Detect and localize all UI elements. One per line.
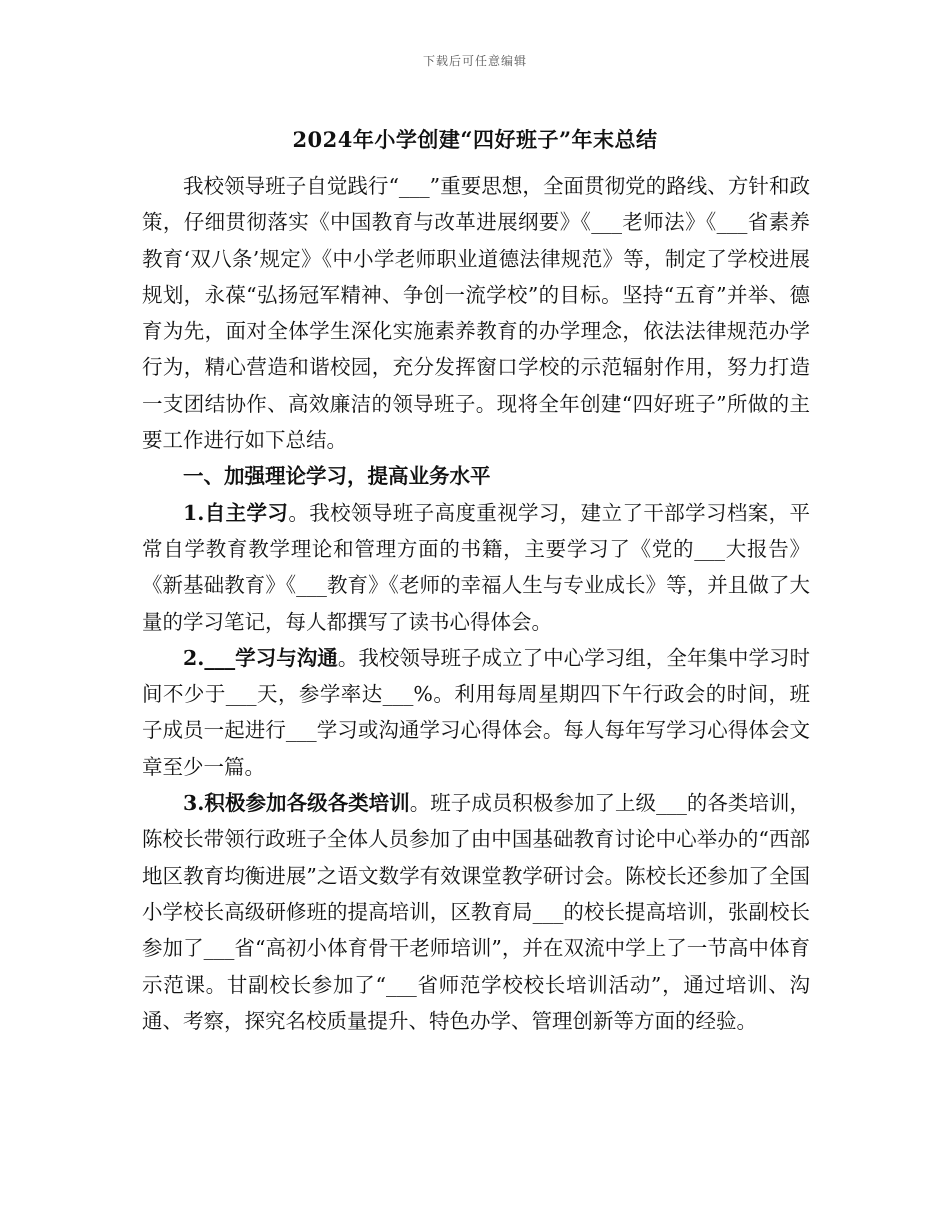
item-2-text: 。我校领导班子成立了中心学习组，全年集中学习时间不少于___天，参学率达___%。利用每周星期四下午行政会的时间，班子成员一起进行___学习或沟通学习心得体会。每人每年写学习心得体会文章至少一篇。: [142, 645, 811, 779]
item-3-paragraph: [142, 785, 810, 1039]
header-note: 下载后可任意编辑: [422, 54, 527, 68]
document-body: [142, 168, 810, 1039]
item-3-lead: 3.积极参加各级各类培训: [183, 791, 410, 816]
item-2-lead: 2.___学习与沟通: [183, 645, 338, 670]
item-1-lead: 1.自主学习: [183, 500, 289, 525]
section-1-heading: 一、加强理论学习，提高业务水平: [183, 464, 491, 489]
document-title: 2024年小学创建“四好班子”年末总结: [292, 127, 658, 152]
item-2-paragraph: [142, 640, 810, 785]
item-1-paragraph: [142, 495, 810, 640]
item-3-text: 。班子成员积极参加了上级___的各类培训，陈校长带领行政班子全体人员参加了由中国基础教育讨论中心举办的“西部地区教育均衡进展”之语文数学有效课堂教学研讨会。陈校长还参加了全国小学校长高级研修班的提高培训，区教育局___的校长提高培训，张副校长参加了___省“高初小体育骨干老师培训”，并在双流中学上了一节高中体育示范课。甘副校长参加了“___省师范学校校长培训活动”，通过培训、沟通、考察，探究名校质量提升、特色办学、管理创新等方面的经验。: [142, 791, 811, 1033]
intro-paragraph: 我校领导班子自觉践行“___”重要思想，全面贯彻党的路线、方针和政策，仔细贯彻落实《中国教育与改革进展纲要》《___老师法》《___省素养教育‘双八条’规定》《中小学老师职业道德法律规范》等，制定了学校进展规划，永葆“弘扬冠军精神、争创一流学校”的目标。坚持“五育”并举、德育为先，面对全体学生深化实施素养教育的办学理念，依法法律规范办学行为，精心营造和谐校园，充分发挥窗口学校的示范辐射作用，努力打造一支团结协作、高效廉洁的领导班子。现将全年创建“四好班子”所做的主要工作进行如下总结。: [142, 174, 810, 453]
item-1-text: 。我校领导班子高度重视学习，建立了干部学习档案，平常自学教育教学理论和管理方面的书籍，主要学习了《党的___大报告》《新基础教育》《___教育》《老师的幸福人生与专业成长》等，并且做了大量的学习笔记，每人都撰写了读书心得体会。: [142, 500, 811, 634]
